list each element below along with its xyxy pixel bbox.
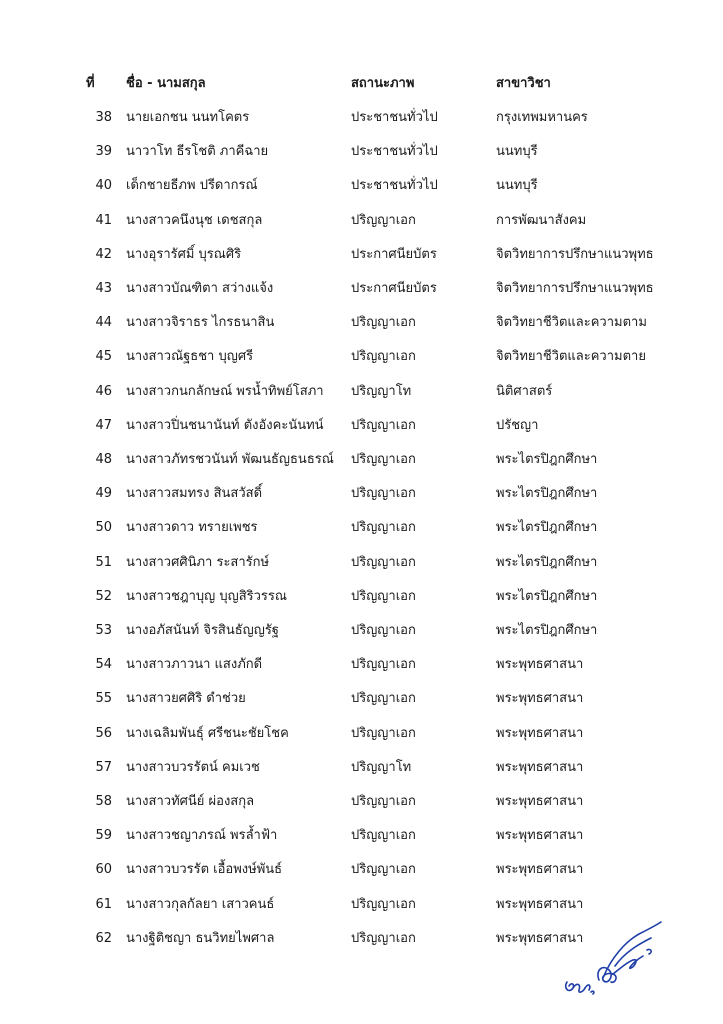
row-number: 47 [95, 418, 112, 433]
row-number: 39 [95, 144, 112, 159]
table-row [0, 483, 723, 505]
row-field: นิติศาสตร์ [496, 384, 553, 399]
row-field: พระพุทธศาสนา [496, 897, 584, 912]
table-row [0, 723, 723, 745]
row-status: ปริญญาเอก [351, 555, 416, 570]
row-number: 58 [95, 794, 112, 809]
table-row [0, 346, 723, 368]
row-field: พระพุทธศาสนา [496, 828, 584, 843]
table-row [0, 791, 723, 813]
row-status: ปริญญาเอก [351, 520, 416, 535]
row-number: 61 [95, 897, 112, 912]
row-status: ปริญญาโท [351, 384, 412, 399]
row-name: นางสาวชฎาบุญ บุญสิริวรรณ [126, 589, 287, 604]
row-number: 40 [95, 178, 112, 193]
row-number: 54 [95, 657, 112, 672]
row-field: พระพุทธศาสนา [496, 691, 584, 706]
header-no: ที่ [86, 76, 95, 91]
row-name: นางสาวปิ่นชนานันท์ ตังอังคะนันทน์ [126, 418, 324, 433]
row-name: นางอภัสนันท์ จิรสินธัญญรัฐ [126, 623, 279, 638]
table-row [0, 175, 723, 197]
row-field: พระไตรปิฎกศึกษา [496, 589, 598, 604]
row-field: จิตวิทยาชีวิตและความตาม [496, 315, 647, 330]
row-status: ปริญญาเอก [351, 452, 416, 467]
row-name: นางสาวศศินิภา ระสารักษ์ [126, 555, 270, 570]
table-row [0, 141, 723, 163]
row-number: 55 [95, 691, 112, 706]
row-field: ปรัชญา [496, 418, 539, 433]
signature-strokes [566, 922, 661, 994]
table-row [0, 312, 723, 334]
row-field: พระพุทธศาสนา [496, 862, 584, 877]
row-field: นนทบุรี [496, 144, 538, 159]
row-status: ปริญญาเอก [351, 931, 416, 946]
row-number: 59 [95, 828, 112, 843]
row-number: 44 [95, 315, 112, 330]
row-field: จิตวิทยาการปรึกษาแนวพุทธ [496, 281, 654, 296]
table-row [0, 825, 723, 847]
row-field: นนทบุรี [496, 178, 538, 193]
handwritten-signature [555, 912, 670, 1007]
row-name: นางสาวดาว ทรายเพชร [126, 520, 258, 535]
row-field: พระพุทธศาสนา [496, 726, 584, 741]
row-name: เด็กชายธีภพ ปรีดากรณ์ [126, 178, 258, 193]
row-status: ปริญญาเอก [351, 486, 416, 501]
row-name: นางสาวยศศิริ ดำช่วย [126, 691, 246, 706]
row-status: ปริญญาเอก [351, 726, 416, 741]
row-name: นางสาวกุลกัลยา เสาวคนธ์ [126, 897, 275, 912]
table-row [0, 859, 723, 881]
row-field: พระพุทธศาสนา [496, 657, 584, 672]
table-header [0, 73, 723, 95]
table-row [0, 517, 723, 539]
row-name: นางสาวณัฐธชา บุญศรี [126, 349, 254, 364]
row-name: นางเฉลิมพันธุ์ ศรีชนะชัยโชค [126, 726, 289, 741]
row-number: 38 [95, 110, 112, 125]
row-status: ประชาชนทั่วไป [351, 110, 438, 125]
row-field: พระไตรปิฎกศึกษา [496, 486, 598, 501]
row-field: กรุงเทพมหานคร [496, 110, 588, 125]
row-status: ปริญญาเอก [351, 828, 416, 843]
row-field: พระไตรปิฎกศึกษา [496, 623, 598, 638]
row-number: 53 [95, 623, 112, 638]
table-row [0, 688, 723, 710]
row-number: 46 [95, 384, 112, 399]
row-name: นางสาวบวรรัต เอื้อพงษ์พันธ์ [126, 862, 283, 877]
row-number: 56 [95, 726, 112, 741]
table-row [0, 757, 723, 779]
row-name: นาวาโท ธีรโชติ ภาคีฉาย [126, 144, 269, 159]
row-number: 45 [95, 349, 112, 364]
row-field: พระพุทธศาสนา [496, 931, 584, 946]
row-name: นางสาวกนกลักษณ์ พรน้ำทิพย์โสภา [126, 384, 324, 399]
table-row [0, 449, 723, 471]
row-number: 62 [95, 931, 112, 946]
row-status: ประชาชนทั่วไป [351, 178, 438, 193]
table-row [0, 586, 723, 608]
row-name: นางสาวสมทรง สินสวัสดิ์ [126, 486, 263, 501]
row-name: นางสาวบัณฑิตา สว่างแจ้ง [126, 281, 274, 296]
row-name: นางฐิติชญา ธนวิทยไพศาล [126, 931, 275, 946]
row-status: ปริญญาเอก [351, 657, 416, 672]
row-name: นางอุรารัศมิ์ บุรณศิริ [126, 247, 242, 262]
row-status: ปริญญาเอก [351, 315, 416, 330]
table-row [0, 654, 723, 676]
row-status: ปริญญาเอก [351, 213, 416, 228]
row-number: 52 [95, 589, 112, 604]
row-name: นางสาวภาวนา แสงภักดี [126, 657, 263, 672]
table-row [0, 620, 723, 642]
row-field: พระพุทธศาสนา [496, 794, 584, 809]
table-row [0, 210, 723, 232]
row-status: ประกาศนียบัตร [351, 247, 437, 262]
table-row [0, 552, 723, 574]
row-name: นางสาวชญาภรณ์ พรล้ำฟ้า [126, 828, 278, 843]
row-status: ปริญญาเอก [351, 418, 416, 433]
header-field: สาขาวิชา [496, 76, 551, 91]
row-status: ปริญญาเอก [351, 589, 416, 604]
row-number: 41 [95, 213, 112, 228]
row-number: 51 [95, 555, 112, 570]
table-row [0, 107, 723, 129]
table-row [0, 415, 723, 437]
row-status: ปริญญาเอก [351, 862, 416, 877]
row-name: นางสาวจิราธร ไกรธนาสิน [126, 315, 275, 330]
row-number: 48 [95, 452, 112, 467]
row-status: ปริญญาเอก [351, 897, 416, 912]
row-number: 43 [95, 281, 112, 296]
row-status: ประกาศนียบัตร [351, 281, 437, 296]
row-field: พระไตรปิฎกศึกษา [496, 452, 598, 467]
row-field: พระไตรปิฎกศึกษา [496, 555, 598, 570]
row-name: นางสาวภัทรชวนันท์ พัฒนธัญธนธรณ์ [126, 452, 334, 467]
row-status: ปริญญาโท [351, 760, 412, 775]
header-name: ชื่อ - นามสกุล [126, 76, 206, 91]
row-name: นางสาวทัศนีย์ ผ่องสกุล [126, 794, 255, 809]
row-name: นายเอกชน นนทโคตร [126, 110, 250, 125]
row-field: จิตวิทยาชีวิตและความตาย [496, 349, 646, 364]
row-status: ปริญญาเอก [351, 623, 416, 638]
row-name: นางสาวคนึงนุช เดชสกุล [126, 213, 263, 228]
row-status: ปริญญาเอก [351, 691, 416, 706]
row-field: การพัฒนาสังคม [496, 213, 587, 228]
row-status: ประชาชนทั่วไป [351, 144, 438, 159]
row-field: พระพุทธศาสนา [496, 760, 584, 775]
row-field: พระไตรปิฎกศึกษา [496, 520, 598, 535]
row-name: นางสาวบวรรัตน์ คมเวช [126, 760, 260, 775]
row-number: 42 [95, 247, 112, 262]
table-row [0, 244, 723, 266]
row-number: 57 [95, 760, 112, 775]
row-status: ปริญญาเอก [351, 794, 416, 809]
header-status: สถานะภาพ [351, 76, 415, 91]
row-number: 60 [95, 862, 112, 877]
table-row [0, 381, 723, 403]
row-field: จิตวิทยาการปรึกษาแนวพุทธ [496, 247, 654, 262]
table-row [0, 278, 723, 300]
row-number: 49 [95, 486, 112, 501]
row-number: 50 [95, 520, 112, 535]
row-status: ปริญญาเอก [351, 349, 416, 364]
